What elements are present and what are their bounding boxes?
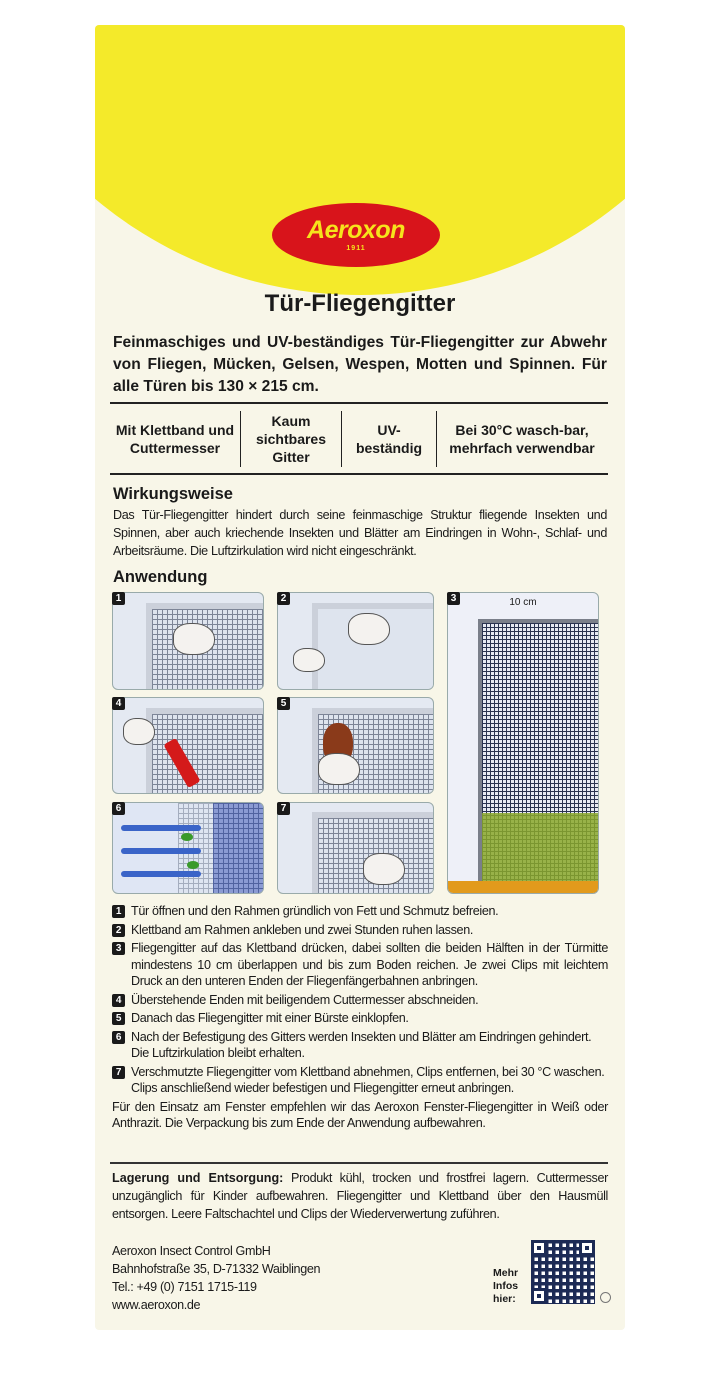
instruction-step <box>112 1010 608 1027</box>
qr-label-line: Mehr <box>493 1267 519 1279</box>
instruction-step <box>112 1064 608 1097</box>
step-text: Nach der Befestigung des Gitters werden Insekten und Blätter am Eindringen gehindert. Die Luftzirkulation bleibt erhalten. <box>131 1029 592 1060</box>
feature-cell: Mit Klettband und Cuttermesser <box>110 411 241 467</box>
feature-cell: Bei 30°C wasch-bar, mehrfach verwendbar <box>449 421 595 456</box>
measure-label: 10 cm <box>509 597 537 608</box>
instruction-step <box>112 992 608 1009</box>
step-illustration-4 <box>112 697 264 794</box>
step-text: Danach das Fliegengitter mit einer Bürste einklopfen. <box>131 1011 409 1025</box>
step-text: Überstehende Enden mit beiligendem Cuttermesser abschneiden. <box>131 992 479 1007</box>
recycling-circle-icon <box>600 1292 611 1303</box>
feature-table <box>110 402 608 475</box>
qr-code[interactable] <box>531 1240 595 1304</box>
step-badge: 4 <box>112 697 125 710</box>
step-illustration-6 <box>112 802 264 894</box>
step-illustration-2 <box>277 592 434 690</box>
instruction-step <box>112 922 608 939</box>
step-badge: 2 <box>277 592 290 605</box>
storage-label: Lagerung und Entsorgung: <box>112 1171 284 1185</box>
aeroxon-logo <box>272 203 440 267</box>
step-number: 1 <box>112 905 125 918</box>
step-number: 3 <box>112 942 125 955</box>
step-badge: 7 <box>277 802 290 815</box>
step-badge: 3 <box>447 592 460 605</box>
qr-label-line: hier: <box>493 1293 516 1305</box>
step-illustration-3 <box>447 592 599 894</box>
qr-label-line: Infos <box>493 1280 519 1292</box>
product-intro: Feinmaschiges und UV-beständiges Tür-Fliegengitter zur Abwehr von Fliegen, Mücken, Gelsen, Wespen, Motten und Spinnen. Für alle Türen bis 130 × 215 cm. <box>113 334 607 395</box>
company-address: Bahnhofstraße 35, D-71332 Waiblingen <box>112 1262 321 1276</box>
company-info <box>112 1242 320 1314</box>
step-badge: 5 <box>277 697 290 710</box>
step-text: Verschmutzte Fliegengitter vom Klettband abnehmen, Clips entfernen, bei 30 °C waschen. Clips anschließend wieder befestigen und Fliegengitter erneut anbringen. <box>131 1064 605 1095</box>
company-phone: Tel.: +49 (0) 7151 1715-119 <box>112 1280 257 1294</box>
step-number: 6 <box>112 1031 125 1044</box>
anwendung-heading: Anwendung <box>113 568 208 586</box>
company-website: www.aeroxon.de <box>112 1298 201 1312</box>
storage-text: Produkt kühl, trocken und frostfrei lagern. Cuttermesser unzugänglich für Kinder aufbewahren. Fliegengitter und Klettband über den Hausmüll entsorgen. Leere Faltschachtel und Clips der Wiederverwertung zuführen. <box>112 1171 608 1221</box>
step-text: Tür öffnen und den Rahmen gründlich von Fett und Schmutz befreien. <box>131 904 499 918</box>
wirkungsweise-heading: Wirkungsweise <box>113 485 233 503</box>
feature-cell: UV-beständig <box>342 411 437 467</box>
wirkungsweise-text: Das Tür-Fliegengitter hindert durch seine feinmaschige Struktur fliegende Insekten und Spinnen, aber auch kriechende Insekten und Blätter am Eindringen in Wohn-, Schlaf- und Arbeitsräume. Die Luftzirkulation wird nicht eingeschränkt. <box>113 508 607 558</box>
product-title: Tür-Fliegengitter <box>264 290 456 317</box>
window-note: Für den Einsatz am Fenster empfehlen wir das Aeroxon Fenster-Fliegengitter in Weiß oder Anthrazit. Die Verpackung bis zum Ende der Anwendung aufbewahren. <box>112 1099 608 1130</box>
instruction-step <box>112 903 608 920</box>
divider <box>110 1162 608 1164</box>
step-text: Fliegengitter auf das Klettband drücken, dabei sollten die beiden Hälften in der Türmitte mindestens 10 cm überlappen und bis zum Boden reichen. Je zwei Clips mit leichtem Druck an den unteren Enden der Fliegenfängerbahnen anbringen. <box>131 941 608 988</box>
feature-cell: Kaum sichtbares Gitter <box>241 411 342 467</box>
step-badge: 1 <box>112 592 125 605</box>
step-badge: 6 <box>112 802 125 815</box>
package-back <box>95 25 625 1330</box>
qr-label <box>493 1267 518 1306</box>
instruction-step <box>112 1029 608 1062</box>
company-name: Aeroxon Insect Control GmbH <box>112 1244 271 1258</box>
step-number: 2 <box>112 924 125 937</box>
step-illustration-7 <box>277 802 434 894</box>
step-number: 4 <box>112 994 125 1007</box>
logo-wordmark: Aeroxon <box>307 216 405 244</box>
logo-year: 1911 <box>346 245 366 252</box>
step-number: 5 <box>112 1012 125 1025</box>
step-text: Klettband am Rahmen ankleben und zwei Stunden ruhen lassen. <box>131 922 474 937</box>
step-number: 7 <box>112 1066 125 1079</box>
storage-disposal <box>112 1169 608 1223</box>
step-illustration-1 <box>112 592 264 690</box>
instruction-step <box>112 940 608 990</box>
step-illustration-5 <box>277 697 434 794</box>
instructions-list <box>112 903 608 1134</box>
